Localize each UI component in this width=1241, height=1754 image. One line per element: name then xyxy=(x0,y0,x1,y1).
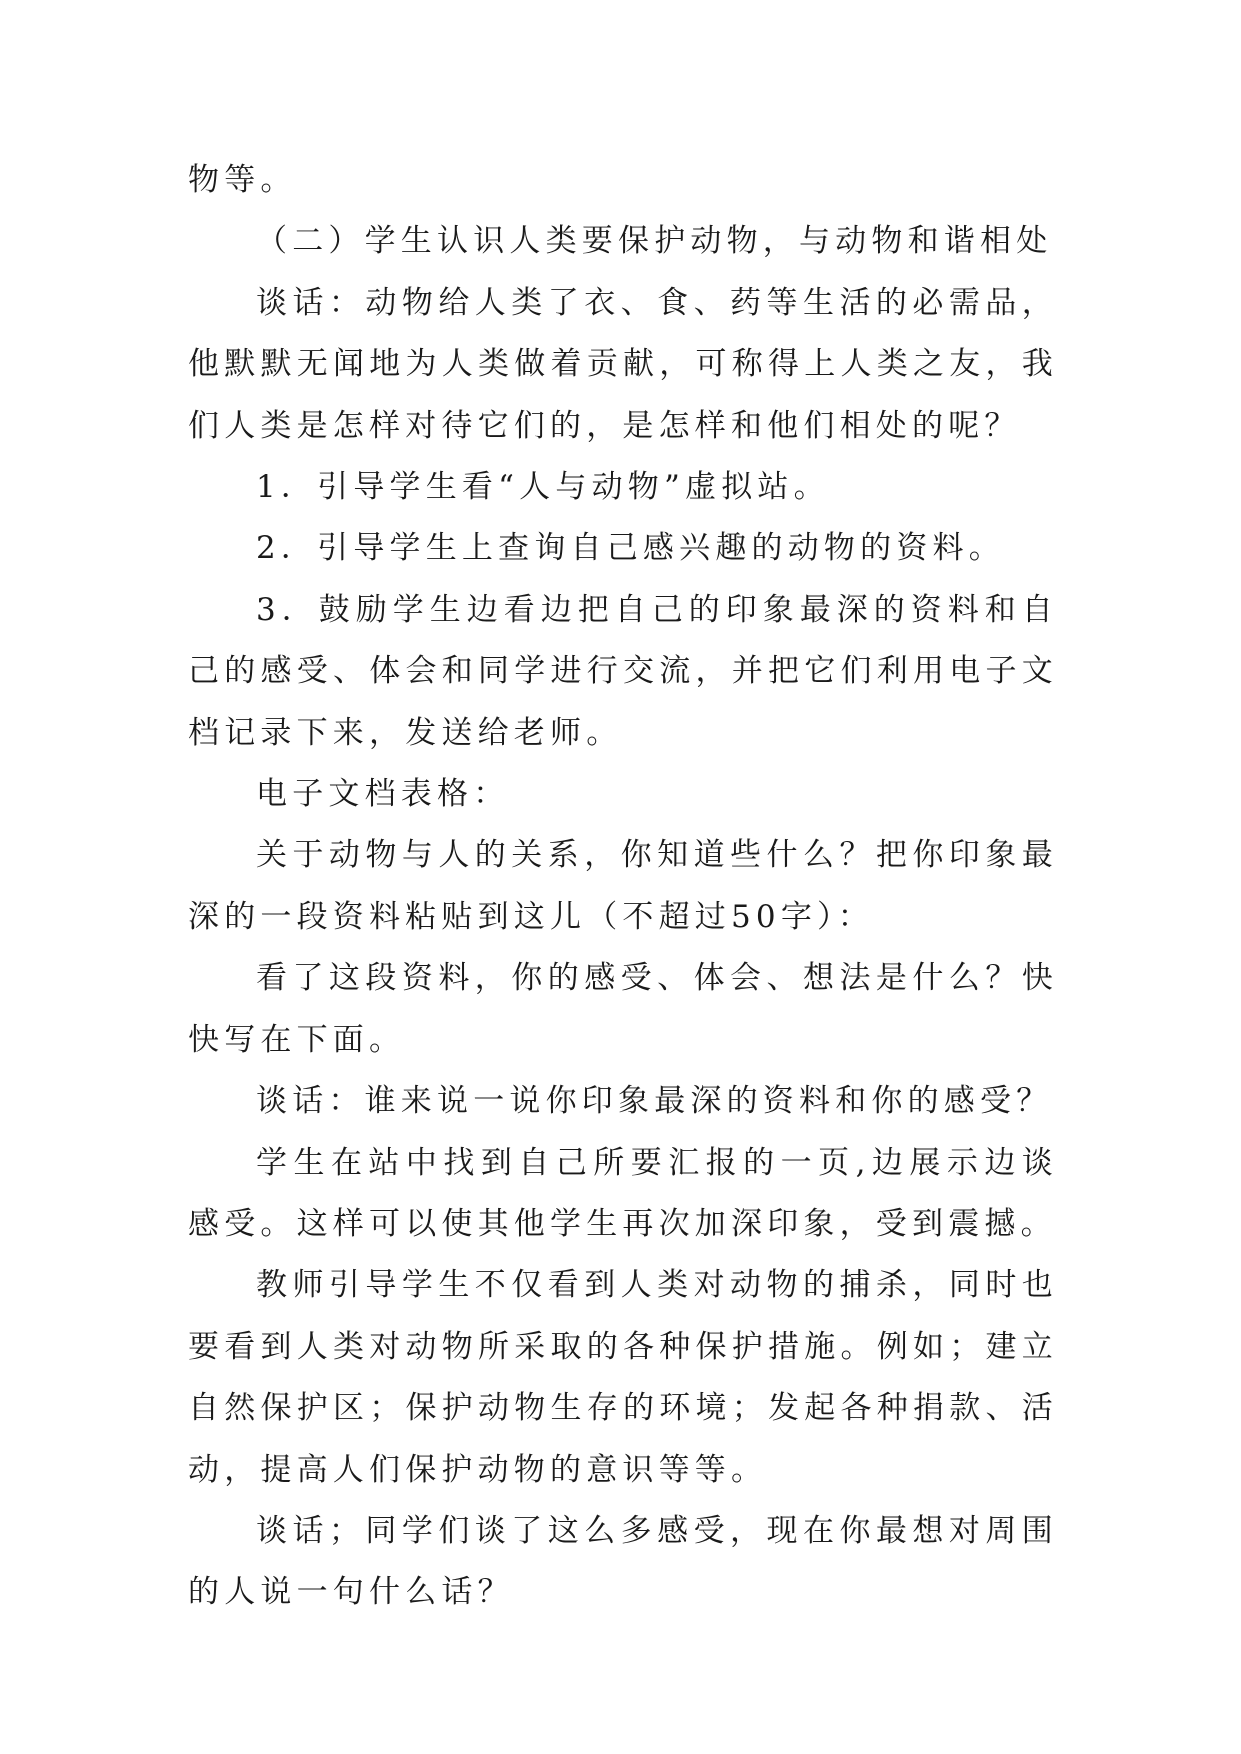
paragraph-talk-share: 谈话：谁来说一说你印象最深的资料和你的感受？ xyxy=(256,1083,1053,1120)
paragraph-talk-intro: 谈话：动物给人类了衣、食、药等生活的必需品，他默默无闻地为人类做着贡献，可称得上人类之友，我们人类是怎样对待它们的，是怎样和他们相处的呢？ xyxy=(188,284,1058,444)
document-body xyxy=(188,150,1058,1624)
section-heading: （二）学生认识人类要保护动物，与动物和谐相处 xyxy=(256,223,1053,260)
list-item-3: 3．鼓励学生边看边把自己的印象最深的资料和自己的感受、体会和同学进行交流，并把它们利用电子文档记录下来，发送给老师。 xyxy=(188,591,1058,751)
paragraph-form-question-2: 看了这段资料，你的感受、体会、想法是什么？快快写在下面。 xyxy=(188,960,1058,1058)
paragraph-teacher-guide: 教师引导学生不仅看到人类对动物的捕杀，同时也要看到人类对动物所采取的各种保护措施。例如；建立自然保护区；保护动物生存的环境；发起各种捐款、活动，提高人们保护动物的意识等等。 xyxy=(188,1267,1058,1488)
paragraph-continuation: 物等。 xyxy=(188,162,297,198)
paragraph-student-report: 学生在站中找到自己所要汇报的一页,边展示边谈感受。这样可以使其他学生再次加深印象，受到震撼。 xyxy=(188,1144,1058,1242)
paragraph-form-question-1: 关于动物与人的关系，你知道些什么？把你印象最深的一段资料粘贴到这儿（不超过50字）： xyxy=(188,837,1058,935)
paragraph-talk-closing: 谈话；同学们谈了这么多感受，现在你最想对周围的人说一句什么话？ xyxy=(188,1512,1058,1611)
list-item-2: 2．引导学生上查询自己感兴趣的动物的资料。 xyxy=(256,530,1005,567)
list-item-1: 1．引导学生看“人与动物”虚拟站。 xyxy=(256,469,830,506)
paragraph-form-title: 电子文档表格： xyxy=(256,776,510,813)
